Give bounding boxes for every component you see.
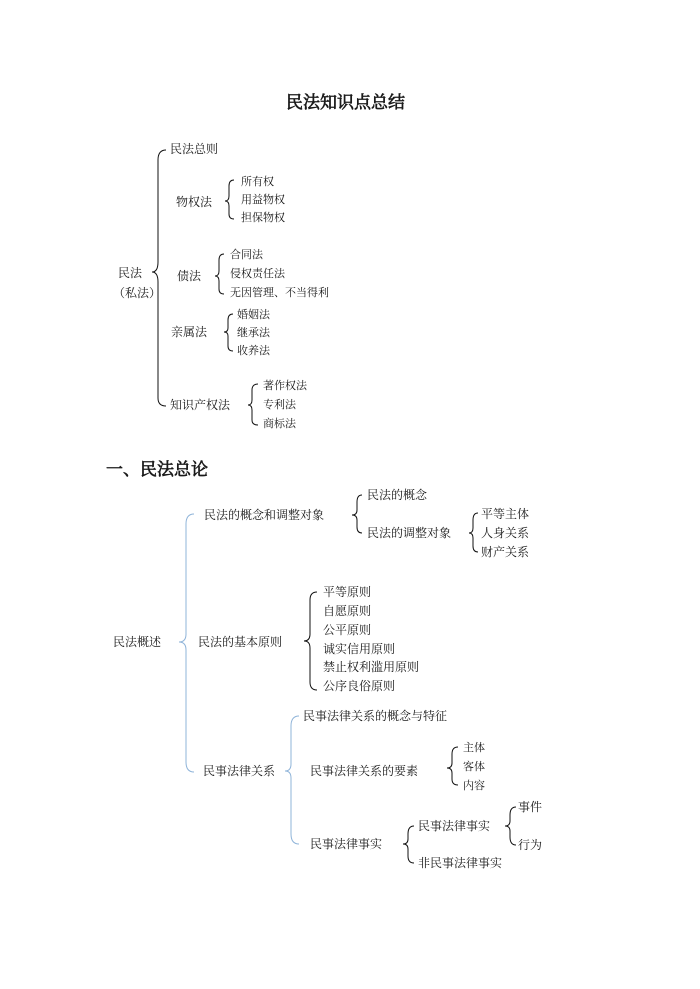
- page-title: 民法知识点总结: [286, 93, 405, 113]
- obligation-law-label: 债法: [177, 269, 202, 283]
- facts-brace: [403, 826, 414, 863]
- property-law-item: 担保物权: [241, 211, 285, 224]
- principle-item: 禁止权利滥用原则: [323, 660, 420, 674]
- family-brace: [224, 314, 233, 351]
- non-legal-fact-label: 非民事法律事实: [418, 856, 503, 870]
- general-principles: 民法总则: [170, 142, 219, 156]
- concept-brace: [352, 495, 362, 533]
- elements-item: 客体: [463, 760, 485, 773]
- concept-definition: 民法的概念: [367, 488, 428, 502]
- principle-item: 平等原则: [323, 585, 372, 599]
- obligation-brace: [215, 254, 224, 294]
- principles-brace: [304, 592, 317, 690]
- elements-item: 内容: [463, 779, 485, 792]
- overview-root-brace: [179, 514, 194, 772]
- legal-fact-brace: [505, 807, 516, 845]
- principles-label: 民法的基本原则: [198, 635, 283, 649]
- objects-item: 平等主体: [481, 507, 530, 521]
- ip-law-label: 知识产权法: [170, 398, 231, 412]
- principle-item: 诚实信用原则: [323, 642, 396, 656]
- property-law-item: 所有权: [241, 175, 274, 188]
- overview-root-label: 民法: [118, 266, 143, 280]
- objects-label: 民法的调整对象: [367, 526, 452, 540]
- legal-fact-item: 事件: [518, 800, 543, 814]
- property-law-label: 物权法: [176, 195, 213, 209]
- ip-law-item: 商标法: [263, 417, 296, 430]
- principle-item: 公平原则: [323, 623, 372, 637]
- legal-relation-concept: 民事法律关系的概念与特征: [303, 709, 448, 723]
- overview-main-brace: [152, 150, 166, 406]
- property-brace: [225, 180, 234, 219]
- objects-brace: [469, 513, 478, 552]
- overview-root: 民法概述: [113, 635, 162, 649]
- elements-label: 民事法律关系的要素: [310, 764, 419, 778]
- family-law-item: 婚姻法: [237, 308, 270, 321]
- principle-item: 自愿原则: [323, 604, 372, 618]
- legal-relation-brace: [285, 716, 299, 844]
- obligation-law-item: 侵权责任法: [230, 267, 285, 280]
- concept-label: 民法的概念和调整对象: [204, 508, 325, 522]
- principle-item: 公序良俗原则: [323, 679, 396, 693]
- elements-brace: [447, 747, 458, 785]
- elements-item: 主体: [463, 741, 485, 754]
- family-law-item: 收养法: [237, 344, 270, 357]
- family-law-item: 继承法: [237, 326, 270, 339]
- property-law-item: 用益物权: [241, 193, 285, 206]
- ip-law-item: 专利法: [263, 398, 296, 411]
- obligation-law-item: 合同法: [230, 248, 263, 261]
- ip-law-item: 著作权法: [263, 379, 307, 392]
- overview-root-sublabel: （私法）: [113, 286, 162, 300]
- section-heading: 一、民法总论: [106, 460, 208, 480]
- legal-relation-label: 民事法律关系: [203, 764, 276, 778]
- legal-fact-item: 行为: [518, 838, 543, 852]
- family-law-label: 亲属法: [171, 325, 208, 339]
- facts-label: 民事法律事实: [310, 837, 383, 851]
- ip-brace: [248, 384, 258, 425]
- objects-item: 人身关系: [481, 526, 530, 540]
- obligation-law-item: 无因管理、不当得利: [230, 286, 329, 299]
- legal-fact-label: 民事法律事实: [418, 819, 491, 833]
- objects-item: 财产关系: [481, 545, 530, 559]
